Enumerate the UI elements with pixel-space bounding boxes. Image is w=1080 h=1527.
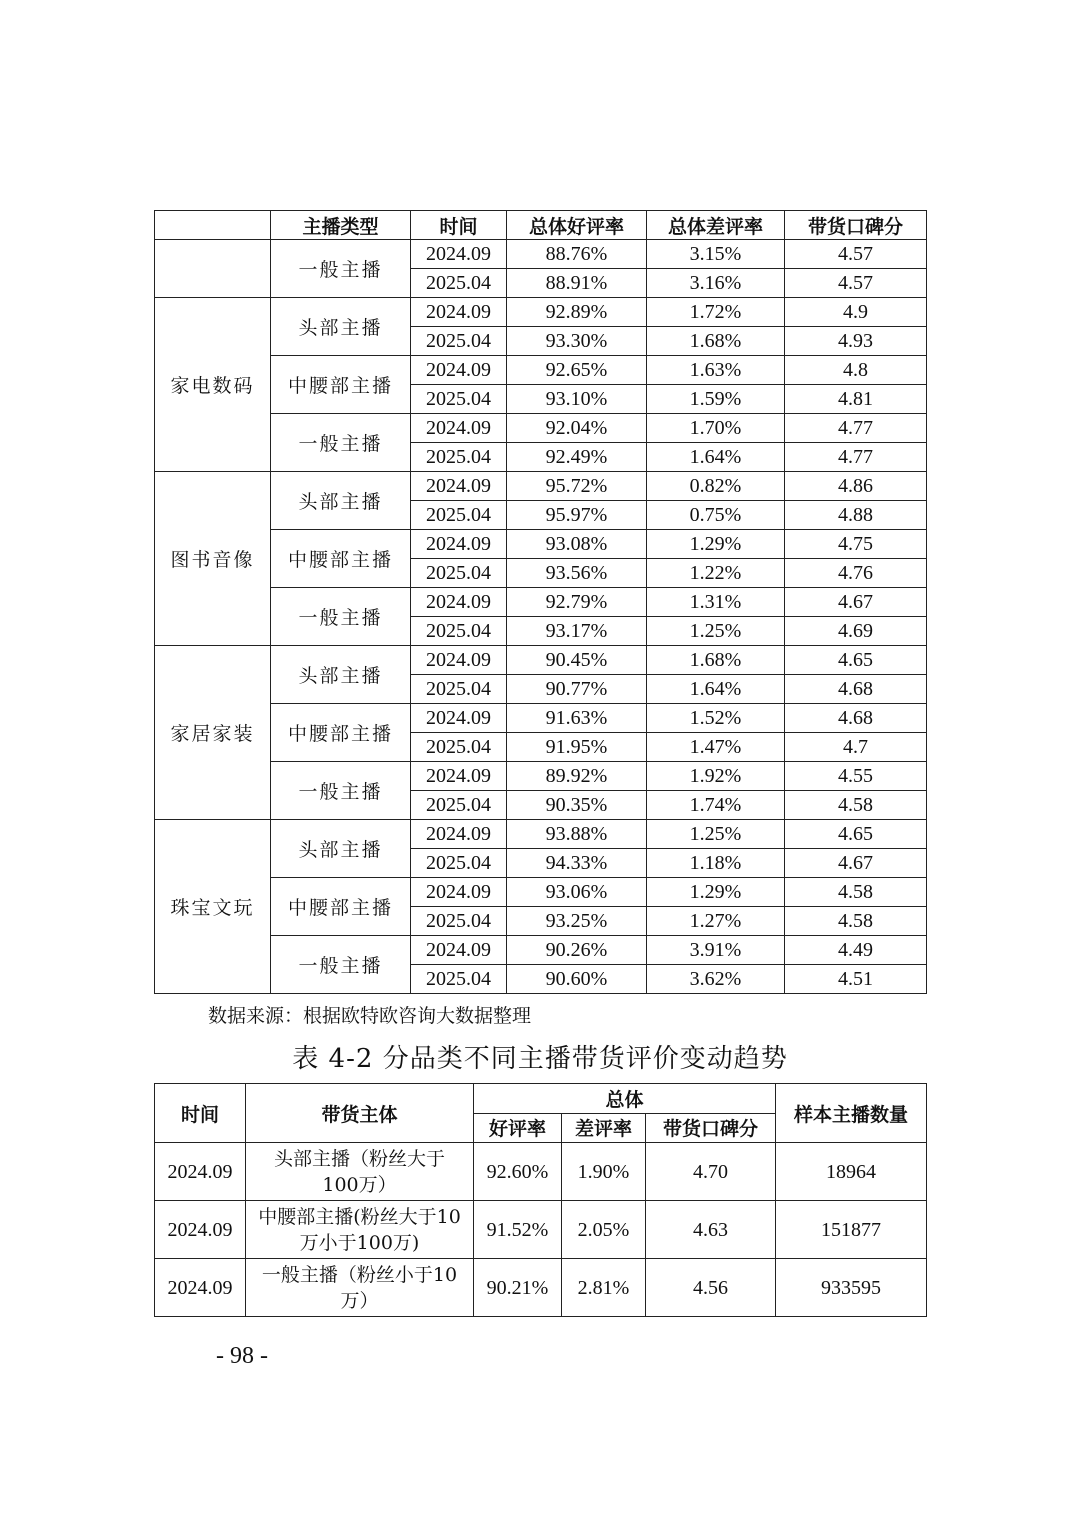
cell-time: 2025.04 [411,965,507,994]
cell-good-rate: 88.91% [507,269,647,298]
cell-bad-rate: 1.29% [647,530,785,559]
cell-sample: 18964 [776,1143,927,1201]
cell-bad-rate: 1.68% [647,327,785,356]
table-row [155,936,927,965]
cell-bad-rate: 1.25% [647,617,785,646]
anchor-type-cell: 头部主播 [271,646,411,704]
cell-score: 4.7 [785,733,927,762]
summary-header-sample: 样本主播数量 [776,1084,927,1143]
cell-good-rate: 93.06% [507,878,647,907]
table-row [155,298,927,327]
cell-good-rate: 91.63% [507,704,647,733]
category-cell: 图书音像 [155,472,271,646]
cell-time: 2025.04 [411,443,507,472]
cell-good-rate: 90.45% [507,646,647,675]
cell-good-rate: 88.76% [507,240,647,269]
cell-time: 2024.09 [411,646,507,675]
cell-bad-rate: 1.92% [647,762,785,791]
anchor-type-cell: 一般主播 [271,936,411,994]
cell-time: 2024.09 [411,762,507,791]
cell-time: 2024.09 [411,936,507,965]
anchor-type-cell: 中腰部主播 [271,878,411,936]
source-note: 数据来源：根据欧特欧咨询大数据整理 [208,1005,532,1027]
anchor-type-cell: 头部主播 [271,820,411,878]
cell-time: 2025.04 [411,501,507,530]
cell-bad-rate: 3.91% [647,936,785,965]
cell-bad: 2.81% [562,1259,646,1317]
cell-score: 4.63 [646,1201,776,1259]
cell-bad-rate: 1.74% [647,791,785,820]
cell-bad-rate: 1.47% [647,733,785,762]
table-row [155,530,927,559]
table-row [155,588,927,617]
anchor-type-cell: 一般主播 [271,588,411,646]
anchor-type-cell: 一般主播 [271,414,411,472]
cell-time: 2024.09 [155,1143,246,1201]
cell-sample: 933595 [776,1259,927,1317]
cell-score: 4.88 [785,501,927,530]
cell-bad-rate: 1.64% [647,675,785,704]
cell-time: 2024.09 [155,1259,246,1317]
cell-bad-rate: 1.52% [647,704,785,733]
cell-score: 4.58 [785,791,927,820]
category-cell: 家居家装 [155,646,271,820]
cell-score: 4.77 [785,414,927,443]
summary-header-overall: 总体 [474,1084,776,1114]
cell-time: 2025.04 [411,907,507,936]
header-time: 时间 [411,211,507,240]
cell-good-rate: 93.88% [507,820,647,849]
cell-time: 2024.09 [411,820,507,849]
table-caption: 表 4-2 分品类不同主播带货评价变动趋势 [292,1044,788,1074]
cell-time: 2024.09 [411,356,507,385]
cell-subject: 头部主播（粉丝大于100万） [246,1143,474,1201]
anchor-type-cell: 一般主播 [271,762,411,820]
table-body [155,240,927,994]
table-row [155,1259,927,1317]
cell-bad-rate: 3.15% [647,240,785,269]
summary-header-score: 带货口碑分 [646,1113,776,1143]
table-row [155,414,927,443]
cell-good-rate: 89.92% [507,762,647,791]
header-bad-rate: 总体差评率 [647,211,785,240]
cell-good-rate: 90.60% [507,965,647,994]
cell-score: 4.9 [785,298,927,327]
cell-score: 4.75 [785,530,927,559]
cell-good-rate: 92.04% [507,414,647,443]
anchor-type-cell: 头部主播 [271,298,411,356]
cell-good: 90.21% [474,1259,562,1317]
cell-good-rate: 93.25% [507,907,647,936]
cell-score: 4.58 [785,907,927,936]
cell-good: 92.60% [474,1143,562,1201]
cell-score: 4.67 [785,849,927,878]
cell-time: 2025.04 [411,327,507,356]
cell-bad: 2.05% [562,1201,646,1259]
cell-bad-rate: 1.68% [647,646,785,675]
table-row [155,762,927,791]
cell-good-rate: 94.33% [507,849,647,878]
cell-time: 2024.09 [411,472,507,501]
cell-score: 4.49 [785,936,927,965]
cell-bad-rate: 3.62% [647,965,785,994]
table-row [155,878,927,907]
cell-time: 2025.04 [411,269,507,298]
cell-time: 2025.04 [411,617,507,646]
cell-good-rate: 92.49% [507,443,647,472]
table-row [155,820,927,849]
page-number: - 98 - [216,1343,268,1369]
cell-bad-rate: 1.72% [647,298,785,327]
summary-header-time: 时间 [155,1084,246,1143]
cell-time: 2025.04 [411,675,507,704]
cell-bad-rate: 1.25% [647,820,785,849]
cell-good-rate: 95.72% [507,472,647,501]
cell-time: 2024.09 [411,414,507,443]
header-anchor-type: 主播类型 [271,211,411,240]
cell-subject: 一般主播（粉丝小于10万） [246,1259,474,1317]
cell-sample: 151877 [776,1201,927,1259]
cell-bad-rate: 1.22% [647,559,785,588]
cell-good-rate: 93.17% [507,617,647,646]
cell-score: 4.93 [785,327,927,356]
cell-score: 4.70 [646,1143,776,1201]
cell-bad-rate: 1.29% [647,878,785,907]
cell-good-rate: 93.10% [507,385,647,414]
cell-good-rate: 95.97% [507,501,647,530]
cell-score: 4.51 [785,965,927,994]
cell-bad-rate: 1.63% [647,356,785,385]
cell-bad-rate: 1.18% [647,849,785,878]
table-row [155,240,927,269]
cell-score: 4.77 [785,443,927,472]
cell-good-rate: 93.08% [507,530,647,559]
cell-score: 4.8 [785,356,927,385]
anchor-type-cell: 中腰部主播 [271,530,411,588]
cell-good: 91.52% [474,1201,562,1259]
anchor-type-cell: 头部主播 [271,472,411,530]
cell-time: 2025.04 [411,849,507,878]
cell-bad-rate: 1.59% [647,385,785,414]
cell-score: 4.65 [785,820,927,849]
cell-time: 2025.04 [411,791,507,820]
cell-good-rate: 92.79% [507,588,647,617]
table-header-row [155,211,927,240]
summary-header-bad: 差评率 [562,1113,646,1143]
cell-good-rate: 90.35% [507,791,647,820]
cell-bad-rate: 3.16% [647,269,785,298]
cell-time: 2024.09 [411,530,507,559]
header-good-rate: 总体好评率 [507,211,647,240]
cell-bad-rate: 1.70% [647,414,785,443]
cell-time: 2024.09 [411,878,507,907]
table-row [155,704,927,733]
cell-bad-rate: 1.27% [647,907,785,936]
cell-time: 2025.04 [411,385,507,414]
cell-time: 2024.09 [411,704,507,733]
cell-time: 2024.09 [411,240,507,269]
cell-score: 4.69 [785,617,927,646]
cell-score: 4.76 [785,559,927,588]
category-cell [155,240,271,298]
cell-time: 2025.04 [411,559,507,588]
cell-time: 2025.04 [411,733,507,762]
cell-bad: 1.90% [562,1143,646,1201]
cell-score: 4.68 [785,675,927,704]
cell-time: 2024.09 [155,1201,246,1259]
cell-score: 4.65 [785,646,927,675]
cell-good-rate: 92.89% [507,298,647,327]
summary-header-good: 好评率 [474,1113,562,1143]
cell-score: 4.67 [785,588,927,617]
cell-score: 4.55 [785,762,927,791]
cell-good-rate: 90.26% [507,936,647,965]
anchor-type-cell: 中腰部主播 [271,356,411,414]
evaluation-table [154,210,927,994]
cell-score: 4.58 [785,878,927,907]
cell-score: 4.57 [785,240,927,269]
header-score: 带货口碑分 [785,211,927,240]
cell-score: 4.81 [785,385,927,414]
table-row [155,1143,927,1201]
header-category [155,211,271,240]
cell-score: 4.68 [785,704,927,733]
table-row [155,356,927,385]
cell-bad-rate: 0.82% [647,472,785,501]
cell-good-rate: 92.65% [507,356,647,385]
summary-header-subject: 带货主体 [246,1084,474,1143]
cell-time: 2024.09 [411,298,507,327]
cell-good-rate: 93.56% [507,559,647,588]
table-row [155,472,927,501]
summary-header-row-1 [155,1084,927,1114]
summary-table [154,1083,927,1317]
cell-time: 2024.09 [411,588,507,617]
anchor-type-cell: 中腰部主播 [271,704,411,762]
table-row [155,1201,927,1259]
cell-bad-rate: 1.31% [647,588,785,617]
cell-good-rate: 93.30% [507,327,647,356]
cell-score: 4.56 [646,1259,776,1317]
cell-score: 4.86 [785,472,927,501]
table-row [155,646,927,675]
cell-bad-rate: 1.64% [647,443,785,472]
cell-score: 4.57 [785,269,927,298]
category-cell: 家电数码 [155,298,271,472]
cell-subject: 中腰部主播(粉丝大于10万小于100万) [246,1201,474,1259]
cell-good-rate: 90.77% [507,675,647,704]
category-cell: 珠宝文玩 [155,820,271,994]
cell-bad-rate: 0.75% [647,501,785,530]
cell-good-rate: 91.95% [507,733,647,762]
anchor-type-cell: 一般主播 [271,240,411,298]
